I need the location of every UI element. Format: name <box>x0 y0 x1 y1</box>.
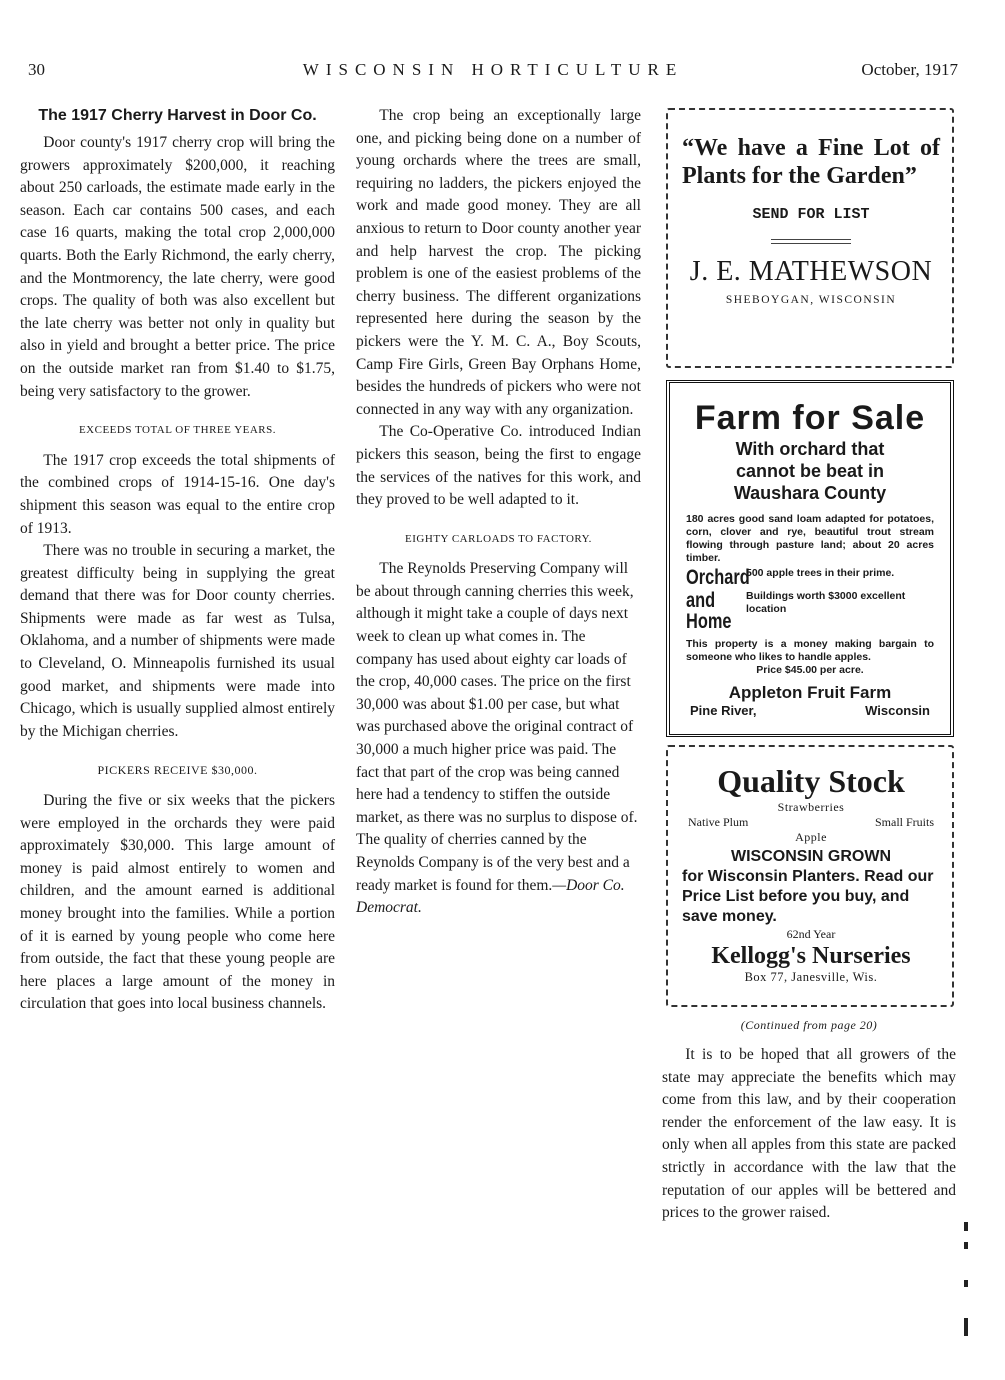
ad-mathewson <box>666 108 954 368</box>
ad-orchard-row <box>686 567 934 588</box>
ad-note: This property is a money making bargain to someone who likes to handle apples. <box>686 638 934 663</box>
article-paragraph: Door county's 1917 cherry crop will bring the growers approximately $200,000, it reaching about 250 carloads, the estimate made early in the season. Each car contains 500 cases, and each case 16 quarts, making the total crop 2,000,000 quarts. Both the Early Richmond, the early cherry, and the Montmorency, the late cherry, were good crops. The quality of both was also excellent but the late cherry was better not only in quality but also in yield and brought a better price. The price on the outside market ran from $1.40 to $1.75, being very satisfactory to the grower. <box>20 134 335 400</box>
continued-article <box>662 1044 956 1225</box>
ad-home-row <box>686 590 934 632</box>
article-paragraph: There was no trouble in securing a market, the greatest difficulty being in supplying the great demand that there was for Door county cherries. Shipments were made as far west as Tulsa, Oklahoma, and a number of shipments were made to Cleveland, O. Minneapolis furnished its usual good market, and shipments were made into Chicago, which is usually supplied almost entirely by the Michigan cherries. <box>20 542 335 740</box>
ad-kelloggs-nurseries <box>666 745 954 1007</box>
continued-note: (Continued from page 20) <box>740 1018 878 1032</box>
page-number: 30 <box>28 60 45 79</box>
ad-seller: Appleton Fruit Farm <box>728 683 892 702</box>
article-paragraph <box>356 558 641 920</box>
article-column-2 <box>356 105 641 920</box>
ad-state: Wisconsin <box>865 703 930 718</box>
ad-product-row <box>682 815 940 829</box>
ad-product: Apple <box>795 830 827 844</box>
ad-address: Box 77, Janesville, Wis. <box>744 970 878 984</box>
ad-orchard-label: Orchard <box>686 566 750 589</box>
article-paragraph: The crop being an exceptionally large one, and picking being done on a number of young orchards where the trees are small, requiring no ladders, the pickers enjoyed the work and made good money. They are all anxious to return to Door county another year and help harvest the crop. The picking problem is one of the easiest problems of the cherry business. The different organizations represented here during the season by the pickers were the Y. M. C. A., Boy Scouts, Camp Fire Girls, Green Bay Orphans Home, besides the hundreds of pickers who were not connected in any way with any organization. <box>356 107 641 418</box>
ad-headline: Farm for Sale <box>694 399 926 437</box>
ad-product: Small Fruits <box>874 815 934 829</box>
ad-grown-label: WISCONSIN GROWN <box>731 848 891 865</box>
ad-company-name: J. E. MATHEWSON <box>689 256 933 287</box>
margin-marks <box>964 1222 970 1337</box>
ad-orchard-text: 500 apple trees in their prime. <box>746 567 895 579</box>
page-header <box>28 60 958 86</box>
ad-town: Pine River, <box>690 703 757 718</box>
ad-location: SHEBOYGAN, WISCONSIN <box>725 294 897 306</box>
issue-date: October, 1917 <box>861 60 958 79</box>
ad-headline: Quality Stock <box>717 763 905 799</box>
ad-divider <box>771 239 851 244</box>
article-paragraph: The Co-Operative Co. introduced Indian pickers this season, being the first to engage the services of the natives for this work, and they proved to be well adapted to it. <box>356 423 641 509</box>
ad-cta: SEND FOR LIST <box>752 206 870 223</box>
article-title: The 1917 Cherry Harvest in Door Co. <box>38 107 317 124</box>
ad-subheadline: cannot be beat in <box>735 461 885 481</box>
article-paragraph: It is to be hoped that all growers of the state may appreciate the benefits which may come from this law, and by their cooperation render the enforcement of the law easy. It is only when all apples from this state are packed strictly in accordance with the law that the reputation of our apples will be bettered and prices to the grower raised. <box>662 1046 956 1222</box>
article-subhead: EIGHTY CARLOADS TO FACTORY. <box>405 532 592 545</box>
ad-price: Price $45.00 per acre. <box>756 664 864 676</box>
paragraph-text: The Reynolds Preserving Company will be about through canning cherries this week, although it might take a couple of days next week to clean up what comes in. The company has used about eighty car loads of the crop, 40,000 cases. The price on the first 30,000 was about $1.00 per case, but what was purchased above the original contract of 30,000 a much higher price was paid. The fact that part of the crop was being canned here had a tendency to stiffen the outside market, as there was no surplus to dispose of. The quality of cherries canned by the Reynolds Company is of the very best and a ready market is found for them. <box>356 560 638 894</box>
ad-product: Strawberries <box>777 800 845 814</box>
journal-title: WISCONSIN HORTICULTURE <box>302 60 684 79</box>
article-subhead: EXCEEDS TOTAL OF THREE YEARS. <box>78 424 277 437</box>
ad-farm-for-sale <box>666 380 954 737</box>
ad-company-name: Kellogg's Nurseries <box>711 943 911 969</box>
ad-seller-location <box>686 703 934 718</box>
ad-details: 180 acres good sand loam adapted for potatoes, corn, clover and rye, beautiful trout stream flowing through pasture land; about 20 acres timber. <box>686 513 934 564</box>
article-paragraph: The 1917 crop exceeds the total shipments of the combined crops of 1914-15-16. One day's shipment this season was equal to the entire crop of 1913. <box>20 451 335 537</box>
article-source: —Door Co. Democrat. <box>356 876 625 917</box>
ad-subheadline: Waushara County <box>733 483 887 503</box>
ad-year: 62nd Year <box>786 927 836 941</box>
article-subhead: PICKERS RECEIVE $30,000. <box>97 763 258 778</box>
ad-subheadline: With orchard that <box>735 439 885 459</box>
article-column-1 <box>20 105 335 1016</box>
article-paragraph: During the five or six weeks that the pickers were employed in the orchards they were paid approximately $30,000. This large amount of money is paid almost entirely to women and children, and the amount earned is additional money brought into the families. While a portion of it is earned by young people who come here from outside, the fact that these young people are here places a large amount of the money in circulation that goes into local business channels. <box>20 792 335 1013</box>
ad-quote: “We have a Fine Lot of Plants for the Garden” <box>682 135 940 189</box>
ad-product: Native Plum <box>688 815 749 829</box>
ad-body: for Wisconsin Planters. Read our Price List before you buy, and save money. <box>682 868 934 925</box>
ad-home-label: and Home <box>686 589 732 633</box>
ad-home-text: Buildings worth $3000 excellent location <box>746 590 906 615</box>
